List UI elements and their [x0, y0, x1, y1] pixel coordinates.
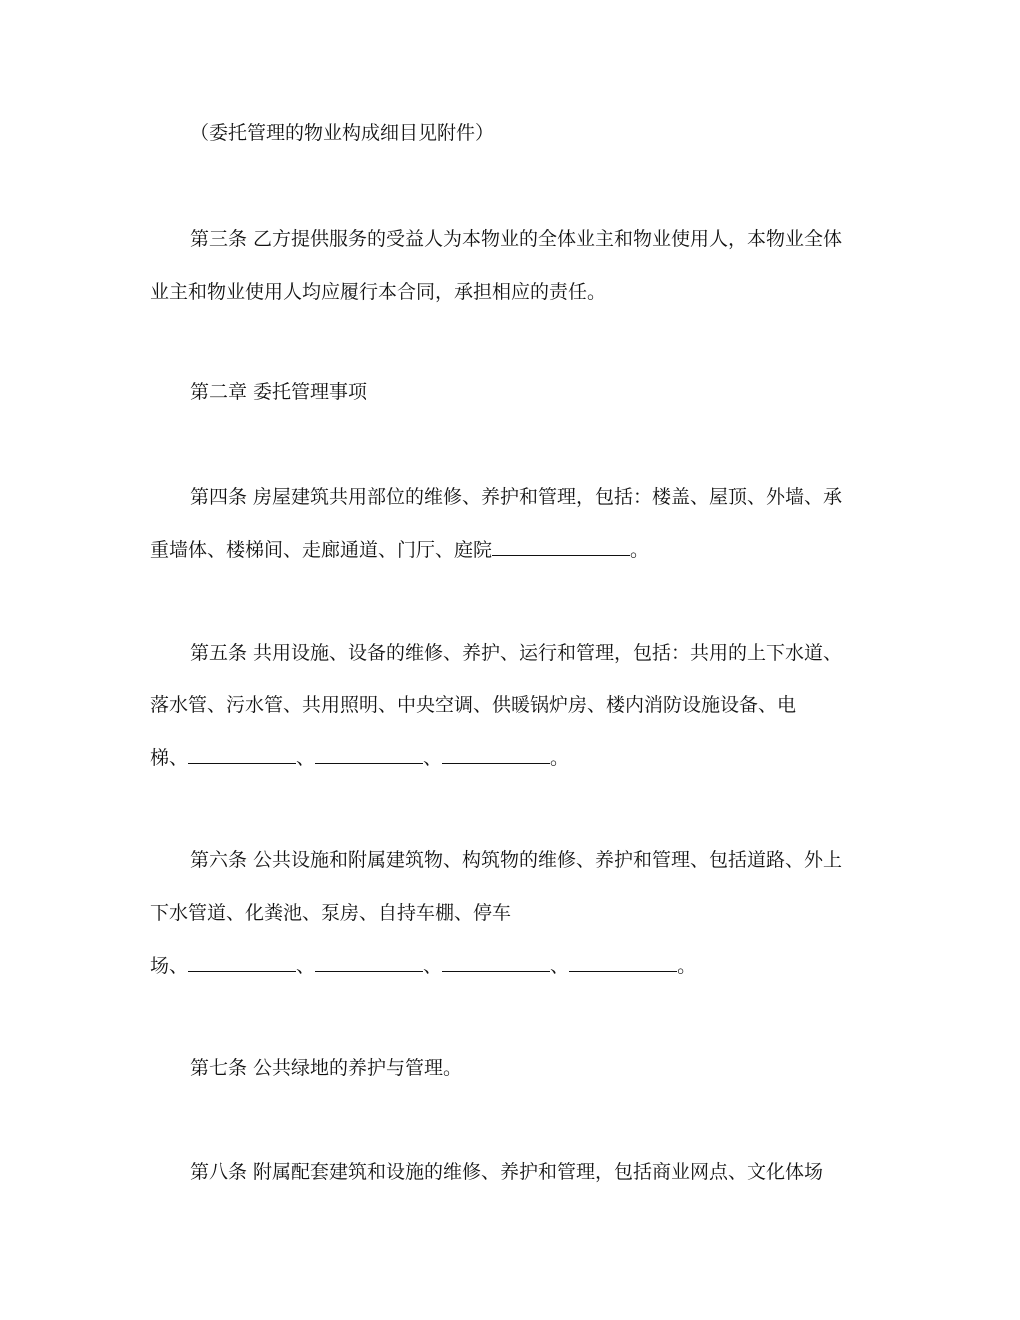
separator: 、: [296, 747, 316, 769]
article-6-line-2: 下水管道、化粪池、泵房、自持车棚、停车: [150, 902, 512, 924]
blank-field: [442, 953, 550, 972]
chapter-2-heading: 第二章 委托管理事项: [190, 381, 368, 403]
article-4-line-2-text: 重墙体、楼梯间、走廊通道、门厅、庭院: [150, 539, 493, 561]
separator: 、: [423, 955, 443, 977]
article-4-line-2: [150, 537, 880, 563]
article-5-line-3-start: 梯、: [150, 747, 189, 769]
article-7: 第七条 公共绿地的养护与管理。: [190, 1057, 463, 1079]
article-4-line-1: 第四条 房屋建筑共用部位的维修、养护和管理，包括：楼盖、屋顶、外墙、承: [190, 486, 843, 508]
blank-field: [188, 953, 296, 972]
article-3-line-1: 第三条 乙方提供服务的受益人为本物业的全体业主和物业使用人，本物业全体: [190, 228, 843, 250]
article-3-line-2: 业主和物业使用人均应履行本合同，承担相应的责任。: [150, 281, 607, 303]
article-5-line-2: 落水管、污水管、共用照明、中央空调、供暖锅炉房、楼内消防设施设备、电: [150, 694, 797, 716]
separator: 、: [296, 955, 316, 977]
article-6-line-3: [150, 953, 880, 979]
article-4-line-2-end: 。: [630, 539, 650, 561]
article-8-line-1: 第八条 附属配套建筑和设施的维修、养护和管理，包括商业网点、文化体场: [190, 1161, 824, 1183]
article-5-line-3-end: 。: [550, 747, 570, 769]
article-6-line-3-start: 场、: [150, 955, 189, 977]
article-6-line-3-end: 。: [677, 955, 697, 977]
article-6-line-1: 第六条 公共设施和附属建筑物、构筑物的维修、养护和管理、包括道路、外上: [190, 849, 843, 871]
blank-field: [315, 953, 423, 972]
attachment-note: （委托管理的物业构成细目见附件）: [190, 122, 495, 144]
blank-field: [188, 745, 296, 764]
article-5-line-1: 第五条 共用设施、设备的维修、养护、运行和管理，包括：共用的上下水道、: [190, 642, 843, 664]
separator: 、: [550, 955, 570, 977]
blank-field: [569, 953, 677, 972]
blank-field: [442, 745, 550, 764]
blank-field: [492, 537, 630, 556]
separator: 、: [423, 747, 443, 769]
blank-field: [315, 745, 423, 764]
article-5-line-3: [150, 745, 880, 771]
